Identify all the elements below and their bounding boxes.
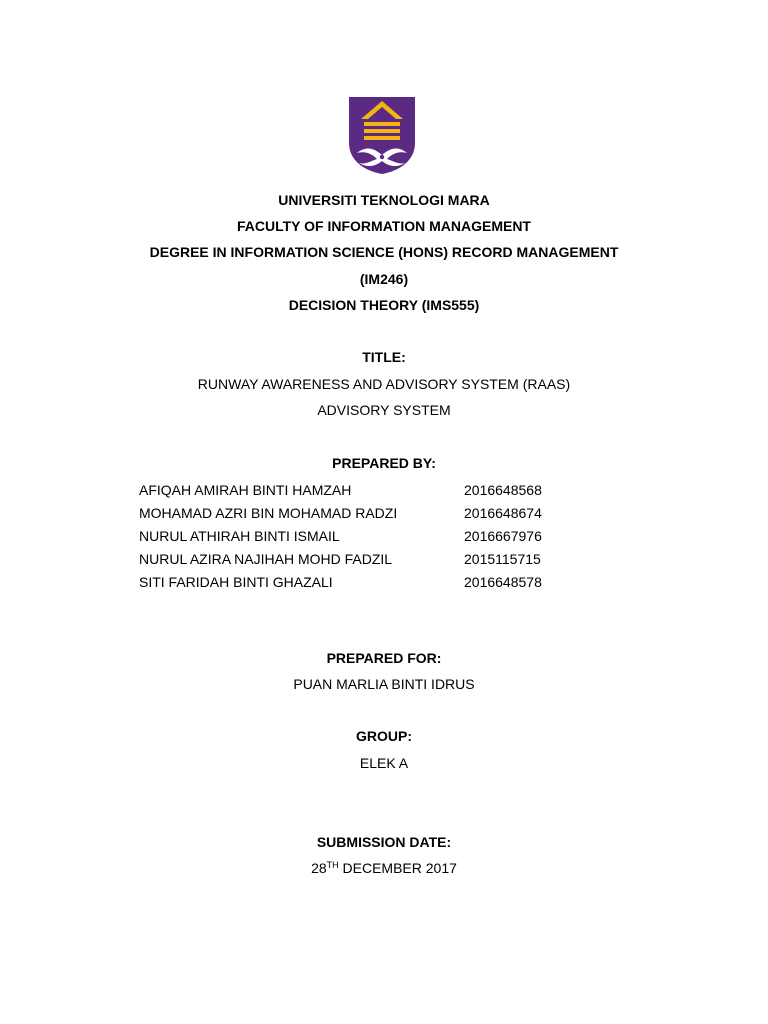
member-id: 2016648578 xyxy=(464,574,542,590)
course-name: DECISION THEORY (IMS555) xyxy=(288,297,480,313)
member-row xyxy=(0,550,768,568)
title-line-1: RUNWAY AWARENESS AND ADVISORY SYSTEM (RAAS) xyxy=(197,376,571,392)
uitm-crest-icon xyxy=(347,95,417,175)
submission-month-year: DECEMBER 2017 xyxy=(338,860,457,876)
member-name: NURUL AZIRA NAJIHAH MOHD FADZIL xyxy=(139,551,393,567)
degree-name: DEGREE IN INFORMATION SCIENCE (HONS) RECORD MANAGEMENT xyxy=(149,244,619,260)
member-id: 2015115715 xyxy=(464,551,541,567)
group-label: GROUP: xyxy=(356,728,412,744)
member-name: SITI FARIDAH BINTI GHAZALI xyxy=(139,574,333,590)
university-name: UNIVERSITI TEKNOLOGI MARA xyxy=(278,192,490,208)
submission-date xyxy=(0,859,768,877)
member-row xyxy=(0,504,768,522)
member-id: 2016648568 xyxy=(464,482,542,498)
member-id: 2016667976 xyxy=(464,528,542,544)
member-name: NURUL ATHIRAH BINTI ISMAIL xyxy=(139,528,340,544)
member-row xyxy=(0,527,768,545)
member-row xyxy=(0,573,768,591)
prepared-by-label: PREPARED BY: xyxy=(332,455,436,471)
submission-date-label: SUBMISSION DATE: xyxy=(316,834,452,850)
group-value: ELEK A xyxy=(359,755,409,771)
faculty-name: FACULTY OF INFORMATION MANAGEMENT xyxy=(237,218,531,234)
title-line-2: ADVISORY SYSTEM xyxy=(317,402,451,418)
title-label: TITLE: xyxy=(362,349,406,365)
submission-day: 28 xyxy=(311,860,327,876)
member-name: AFIQAH AMIRAH BINTI HAMZAH xyxy=(139,482,352,498)
prepared-for-name: PUAN MARLIA BINTI IDRUS xyxy=(293,676,475,692)
program-code: (IM246) xyxy=(359,271,409,287)
submission-day-suffix: TH xyxy=(326,860,339,870)
prepared-for-label: PREPARED FOR: xyxy=(326,650,442,666)
member-row xyxy=(0,481,768,499)
member-id: 2016648674 xyxy=(464,505,542,521)
member-name: MOHAMAD AZRI BIN MOHAMAD RADZI xyxy=(139,505,398,521)
